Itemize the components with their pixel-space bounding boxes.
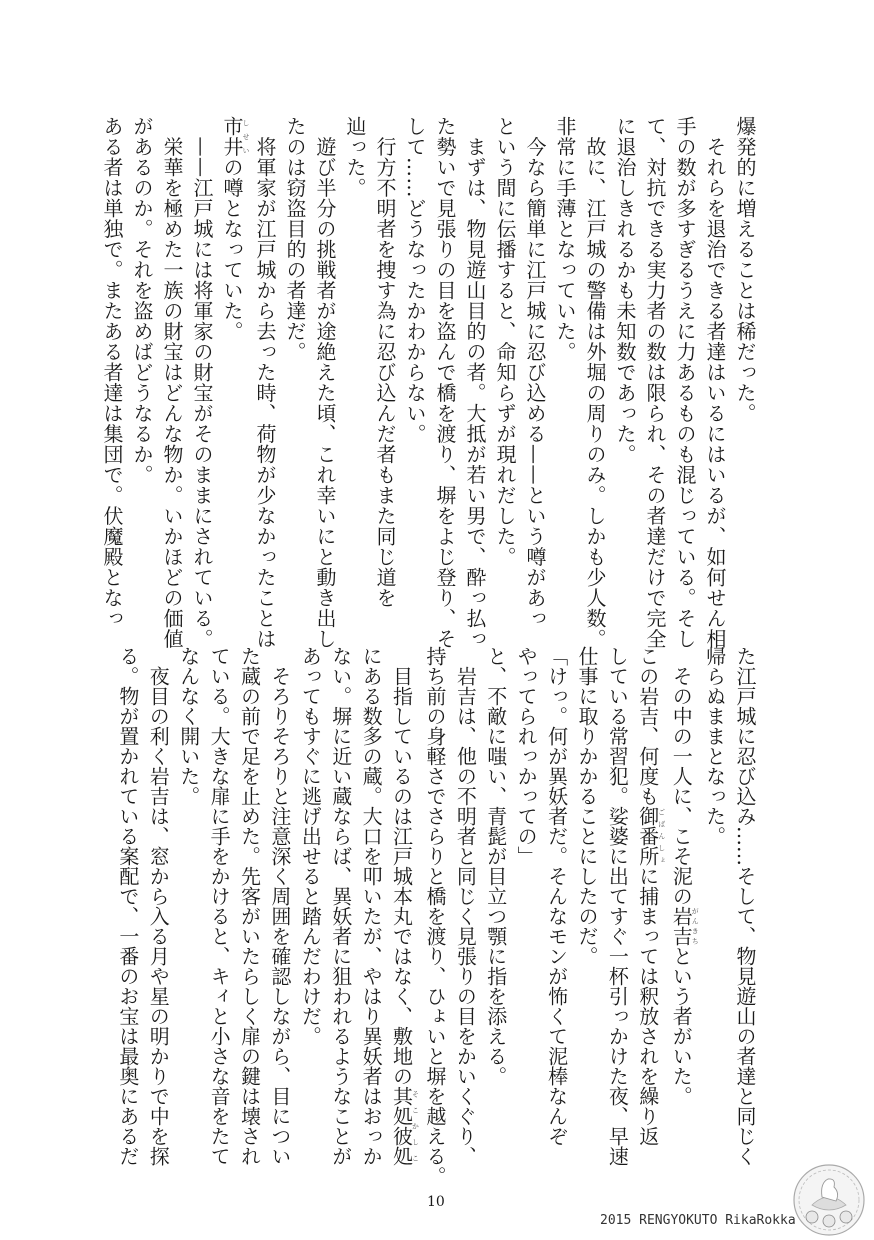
ruby-annotation: 其処彼処そこかしこ bbox=[389, 1086, 420, 1166]
text-column: があるのか。それを盗めばどうなるか。 bbox=[130, 116, 154, 485]
text-column: 市井しせいの噂となっていた。 bbox=[220, 116, 250, 342]
text-column: 爆発的に増えることは稀だった。 bbox=[733, 116, 757, 424]
text-column: 栄華を極めた一族の財宝はどんな物か。いかほどの価値 bbox=[160, 116, 184, 649]
ruby-annotation: 岩吉がんきち bbox=[669, 906, 700, 946]
text-block-top bbox=[97, 116, 760, 649]
text-column: 辿った。 bbox=[343, 116, 367, 198]
page-number: 10 bbox=[427, 1194, 445, 1210]
ruby-annotation: 御番所ごばんしょ bbox=[635, 806, 666, 866]
text-column: やってられっかっての」 bbox=[514, 646, 539, 866]
text-column: た勢いで見張りの目を盗んで橋を渡り、塀をよじ登り、そ bbox=[433, 116, 457, 649]
text-column: という間に伝播すると、命知らずが現れだした。 bbox=[493, 116, 517, 567]
text-column: 目指しているのは江戸城本丸ではなく、敷地の其処彼処そこかしこ bbox=[389, 646, 420, 1166]
text-column: して……どうなったかわからない。 bbox=[403, 116, 427, 444]
text-column: と、不敵に嗤い、青髭が目立つ顎に指を添える。 bbox=[483, 646, 508, 1086]
text-column: 遊び半分の挑戦者が途絶えた頃、これ幸いにと動き出し bbox=[313, 116, 337, 649]
text-column: にある数多の蔵。大口を叩いたが、やはり異妖者はおっか bbox=[359, 646, 384, 1166]
text-column: あってもすぐに逃げ出せると踏んだわけだ。 bbox=[298, 646, 323, 1046]
text-column: 非常に手薄となっていた。 bbox=[553, 116, 577, 362]
circle-seal-logo bbox=[792, 1163, 866, 1237]
text-column: て、対抗できる実力者の数は限られ、その者達だけで完全 bbox=[643, 116, 667, 649]
text-column: たのは窃盗目的の者達だ。 bbox=[283, 116, 307, 362]
text-column: 持ち前の身軽さでさらりと橋を渡り、ひょいと塀を越える。 bbox=[422, 646, 447, 1186]
text-column: た蔵の前で足を止めた。先客がいたらしく扉の鍵は壊され bbox=[237, 646, 262, 1166]
text-column: に退治しきれるかも未知数であった。 bbox=[613, 116, 637, 465]
text-column: 「けっ。何が異妖者だ。そんなモンが怖くて泥棒なんぞ bbox=[544, 646, 569, 1146]
text-column: ある者は単独で。またある者達は集団で。伏魔殿となっ bbox=[100, 116, 124, 629]
text-column: 岩吉は、他の不明者と同じく見張りの目をかいくぐり、 bbox=[453, 646, 478, 1166]
text-column: ない。塀に近い蔵ならば、異妖者に狙われるようなことが bbox=[328, 646, 353, 1166]
text-column: ている。大きな扉に手をかけると、キィと小さな音をたて bbox=[207, 646, 232, 1166]
text-column: 帰らぬままとなった。 bbox=[702, 646, 727, 846]
text-column: なんなく開いた。 bbox=[176, 646, 201, 806]
text-column: それらを退治できる者達はいるにはいるが、如何せん相 bbox=[703, 116, 727, 649]
text-column: 夜目の利く岩吉は、窓から入る月や星の明かりで中を探 bbox=[146, 646, 171, 1166]
copyright-footer: 2015 RENGYOKUTO RikaRokka bbox=[600, 1213, 796, 1228]
text-column: まずは、物見遊山目的の者。大抵が若い男で、酔っ払っ bbox=[463, 116, 487, 649]
text-column: 仕事に取りかかることにしたのだ。 bbox=[574, 646, 599, 966]
text-column: 手の数が多すぎるうえに力あるものも混じっている。そし bbox=[673, 116, 697, 649]
text-column: 故に、江戸城の警備は外堀の周りのみ。しかも少人数。 bbox=[583, 116, 607, 649]
text-column: 今なら簡単に江戸城に忍び込める——という噂があっ bbox=[523, 116, 547, 629]
text-column: その中の一人に、こそ泥の岩吉がんきちという者がいた。 bbox=[669, 646, 700, 1106]
text-column: る。物が置かれている案配で、一番のお宝は最奥にあるだ bbox=[115, 646, 140, 1166]
ruby-annotation: 市井しせい bbox=[220, 116, 250, 157]
text-block-bottom bbox=[112, 646, 760, 1186]
text-column: 将軍家が江戸城から去った時、荷物が少なかったことは bbox=[253, 116, 277, 649]
text-column: た江戸城に忍び込み……そして、物見遊山の者達と同じく bbox=[733, 646, 757, 1166]
text-column: している常習犯。娑婆に出てすぐ一杯引っかけた夜、早速 bbox=[605, 646, 630, 1166]
text-column: ——江戸城には将軍家の財宝がそのままにされている。 bbox=[190, 116, 214, 649]
text-column: そろりそろりと注意深く周囲を確認しながら、目につい bbox=[267, 646, 292, 1166]
text-column: 行方不明者を捜す為に忍び込んだ者もまた同じ道を bbox=[373, 116, 397, 608]
text-column: この岩吉、何度も御番所ごばんしょに捕まっては釈放されを繰り返 bbox=[635, 646, 666, 1146]
